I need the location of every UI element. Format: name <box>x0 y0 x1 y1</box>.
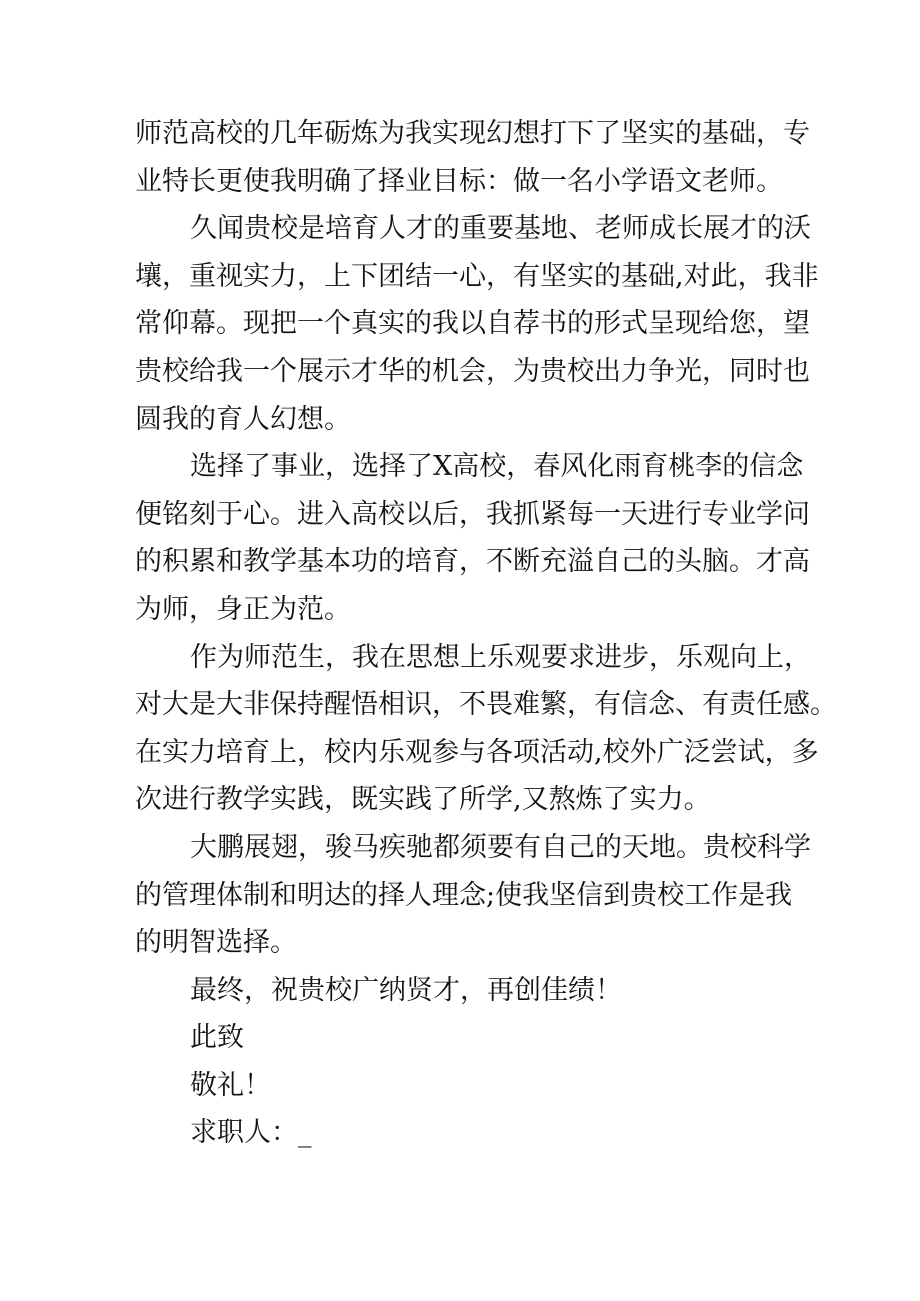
text-line: 在实力培育上，校内乐观参与各项活动,校外广泛尝试，多 <box>135 736 819 768</box>
text-line: 圆我的育人幻想。 <box>135 403 351 435</box>
text-line: 贵校给我一个展示才华的机会，为贵校出力争光，同时也 <box>135 355 810 387</box>
signature-line <box>135 1109 815 1157</box>
text-line: 便铭刻于心。进入高校以后，我抓紧每一天进行专业学问 <box>135 498 810 530</box>
text-line: 为师，身正为范。 <box>135 593 351 625</box>
text-line: 次进行教学实践，既实践了所学,又熬炼了实力。 <box>135 784 711 816</box>
text-line: 选择了事业，选择了X高校，春风化雨育桃李的信念 <box>190 451 804 483</box>
text-line: 壤，重视实力，上下团结一心，有坚实的基础,对此，我非 <box>135 260 819 292</box>
paragraph <box>135 110 815 205</box>
paragraph <box>135 205 819 443</box>
text-line: 大鹏展翅，骏马疾驰都须要有自己的天地。贵校科学 <box>190 831 811 863</box>
salutation <box>135 1014 815 1062</box>
text-line: 对大是大非保持醒悟相识，不畏难繁，有信念、有责任感。 <box>135 689 837 721</box>
text-line: 最终，祝贵校广纳贤才，再创佳绩！ <box>190 974 622 1006</box>
closing-wish <box>135 967 815 1015</box>
text-line: 师范高校的几年砺炼为我实现幻想打下了坚实的基础，专 <box>135 118 810 149</box>
text-line: 业特长更使我明确了择业目标：做一名小学语文老师。 <box>135 165 783 197</box>
paragraph <box>135 824 815 967</box>
paragraph <box>135 634 837 824</box>
text-line: 作为师范生，我在思想上乐观要求进步，乐观向上， <box>190 641 811 673</box>
text-line: 此致 <box>190 1022 244 1054</box>
paragraph <box>135 443 815 633</box>
letter-body <box>135 110 837 1157</box>
text-line: 久闻贵校是培育人才的重要基地、老师成长展才的沃 <box>190 213 811 245</box>
text-line: 求职人：_ <box>190 1117 312 1149</box>
text-line: 常仰幕。现把一个真实的我以自荐书的形式呈现给您，望 <box>135 308 810 340</box>
regards <box>135 1062 815 1110</box>
text-line: 的明智选择。 <box>135 927 297 959</box>
text-line: 的管理体制和明达的择人理念;使我坚信到贵校工作是我 <box>135 879 793 911</box>
text-line: 敬礼！ <box>190 1069 271 1101</box>
text-line: 的积累和教学基本功的培育，不断充溢自己的头脑。才高 <box>135 546 810 578</box>
